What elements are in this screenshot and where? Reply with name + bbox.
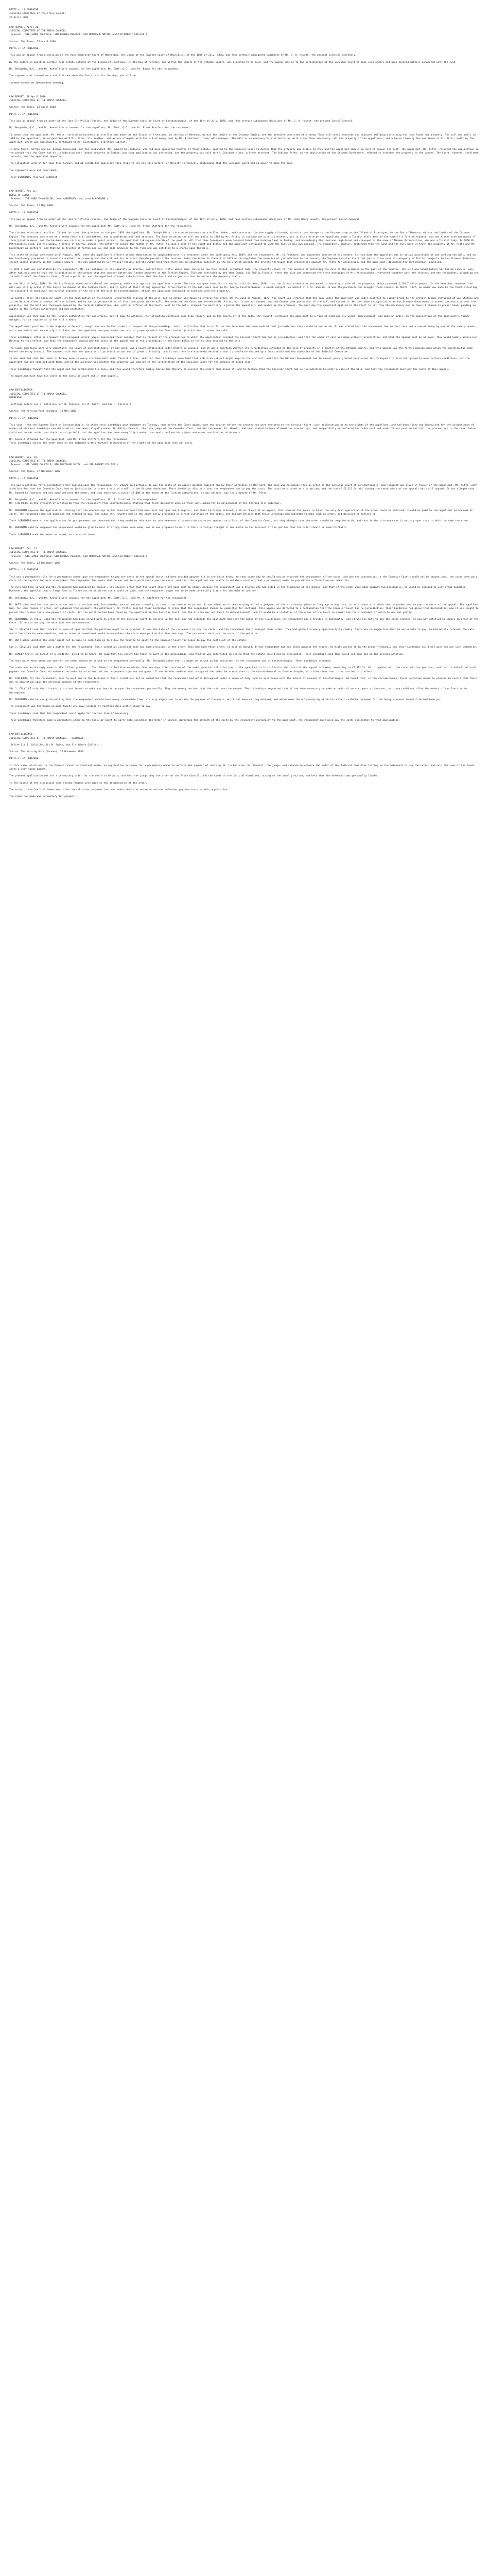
text-line: (Present - THE LORD CHANCELLOR, Lord HATHERLEY, and Lord BLACKBURN.)	[9, 197, 108, 200]
text-line: Their Lordships therefore made a peremptory order on the Consular Court to carry into execution the Order in Council directing the payment of the costs by the respondent personally to the appellant. The respondent must also pay the costs incidental to that application.	[9, 719, 400, 722]
text-line: The circumstances were peculiar. It and for some time previous to the year 1870 the appellant, Mr. Joseph Pitts, carried on business as a miller, baker, and contractor for the supply of bread, biscuits, and forage to the Ottoman army at the Island of Frontique, in the Sea of Marmora, within the limits of the Ottoman Empire. The premises consisted of a steam flour mill and bakery, and outbuildings and land adjacent. The land on which the mill was built in 1868 by Mr. Pitts, in conjunction with his brother, was in truth held by the appellant under a Turkish title deed in the name of a Turkish subject, and was fitted with machinery of their joint expense, and the business was carried on under a joint account, the appellant taking one-fourth of the profits. All that time foreigners were incapacitated from holding land in Turkey, and accordingly the land was registered and conveyed in the name of Madame Petrocochino, who was a Turkish lady. In 1868 Mr. Petrocochino died, and his widow, a native of Smyrna, agreed, the better to secure the rights of Mr. Pitts, to sign a deed of his right and title, and the appellant continued to work the mill on his own account. The respondent, however, contended that the land and the mill were in truth the property of Mr. Pitts and Mr. Eichstaedt as partners; and that he as trustee of Morton and Co. had made advances to the firm and was entitled to a charge upon the mill.	[9, 232, 477, 250]
text-line: By the orders in question certain real estate situate at the Island of Frontique, in the Bay of Moreton, and within the limits of the Ottoman Empire, was directed to be sold, and the appeal was as to the jurisdiction of the Consular Court to make such orders and upon kindred matters connected with the suit.	[9, 61, 457, 64]
text-line: Mr. Benjamin, Q.C., and Mr. Kennell were counsel for the appellant; Mr. Butt, Q.C., and Mr. Frank Stafford for the respondent.	[9, 225, 193, 228]
text-line: JUDICIAL COMMITTEE OF THE PRIVY COUNCIL.	[9, 99, 67, 103]
text-line: JUDICIAL COMMITTEE OF THE PRIVY COUNCIL.	[9, 460, 67, 463]
text-line: JUDICIAL COMMITTEE OF THE PRIVY COUNCIL.	[9, 393, 67, 396]
text-line: Source: The Times, 28 April 1880	[9, 106, 56, 109]
text-line: This state of things continued until August, 1872, when the appellant's affairs became embarrassed he compounded with his creditors under the bankruptcy Act, 1869, and the respondent, Mr. La Fontaine, was appointed trustee of his estate. At that date the appellant was in actual possession of and working the mill, and on his insolvency proceeded to ascertain whether the property and the mill and his interest therein passed to the trustee. Under the Order in Council of 1873 which regulated the exercise of jurisdiction in the Levant, the Supreme Consular Court had jurisdiction over all property of British subjects in the Ottoman dominions, except landed property in the Turkish Empire. This was admitted by Sir Philip Francis, but the Judge held that there was an equitable interest in the mill which passed. The trustee thereupon took proceedings against Mr. Pitts for possession, and the appellant, disputing the jurisdiction, appealed.	[9, 253, 479, 264]
text-line: The appellants' petition to Her Majesty in Council, sought various further orders in respect of the proceedings, and in particular that in so far as the decisions had been made without jurisdiction they should be set aside. It was stated that the respondent had in fact received a sum of money by way of the sale proceeds, which was sufficient to satisfy his claim, and the appellant now questioned the sale of property which the Court had no jurisdiction to order the sale.	[9, 326, 479, 332]
report-section	[9, 26, 480, 85]
text-line: The respondent was thereupon allowed twenty-one days instead of fourteen days within which to pay.	[9, 705, 152, 708]
document-header	[9, 8, 480, 20]
text-line: PITTS v. LA FONTAINE.	[9, 477, 40, 480]
text-line: The present application was for a peremptory order for the costs to be paid, and that the judge obey the order of the Privy Council, and the Lords of the Judicial Committee, acting on the usual practice, had held that the defendant was personally liable.	[9, 775, 378, 778]
text-line: Their Lordships, after an argument that occupied several days, expressed their opinion that in respect of the proceedings to which the application related the Consular Court had had no jurisdiction, and that the order of sale was made without jurisdiction, and that the appeal must be allowed. They would humbly advise Her Majesty to that effect, and that the respondent should pay the costs of the appeal and of the proceedings in the Court below so far as they related to the sale.	[9, 336, 479, 343]
text-line: This was an appeal from an order of the late Sir Philip Francis, the Judge of the Supreme Consular Court at Constantinople, of the 16th of July, 1876, and from certain subsequent decisions of Mr. John Henry Hewett, the present Consul-General.	[9, 218, 361, 221]
text-line: This was an appeal from an order of the late Sir Philip Francis, the Judge of the Supreme Consular Court at Constantinople, of the 16th of July, 1876, and from certain subsequent decisions of Mr. J. H. Hewett, the present Consul-General.	[9, 120, 354, 123]
text-line: The arguments of counsel were not finished when the Court rose for the day, and will be	[9, 75, 136, 78]
text-line: On the 16th of July, 1876, Sir Philip Francis directed a sale of the property, with costs against the appellant's wife. The suit was gone into, but it was not till October, 1876, that the formal authorities succeeded in securing a sale of the property, which produced 1,250 Turkish pounds. In the meantime, however, the mill was sold by order of the Consul on demand of the Turkish Court, and in spite of their strong opposition three-fourths of the mill were sold to Mr. George Constantinides, a Greek subject, on behalf of a Mr. Kassim. It was the purchaser had brought these claims. In March, 1877, an order was made by the Court directing the plaintiff to hand over the surplus proceeds of the sale of the mill to Constantinides, though the applicant continued to hold and work the property.	[9, 282, 479, 293]
text-line: JUDICIAL COMMITTEE OF THE PRIVY COUNCIL.	[9, 30, 67, 33]
text-line: LAW INTELLIGENCE.	[9, 389, 34, 392]
text-line: PITTS v. LA FONTAINE.	[9, 757, 40, 760]
text-line: The litigation went on for some time longer, and at length the appellant took steps to lay his case before Her Majesty in Council, contending that the Consular Court had no power to make the sale.	[9, 162, 294, 165]
case-title: PITTS v. LA FONTAINE	[9, 9, 39, 11]
text-line: Mr. LUMLEY SMITH, on behalf of a creditor, asked to be heard. He said that his client had taken no part in the proceedings, and that he was interested in seeing that the estate should not be dissipated. Their Lordships said they could not hear him on the present petition.	[9, 653, 405, 656]
text-line: (Present - SIR JAMES COLVILLE, SIR BARNES PEACOCK, SIR MONTAGUE SMITH, and SIR ROBERT COLLIER.)	[9, 33, 148, 37]
text-line: WEDNESDAY.	[9, 396, 24, 399]
text-line: The next point that arose was whether the order should be served on the respondent personally. Mr. Benjamin asked that it might be served on his solicitor, as the respondent was at Constantinople. Their Lordships assented.	[9, 659, 332, 663]
text-line: In this case, which was in the Consular Court at Constantinople, an application was made for a peremptory order to enforce the payment of costs by Mr. La Fontaine. Mr. Kennell, the judge, had refused to enforce the order of the Judicial Committee letting on the defendant to pay the costs, and said the sums of the taxed costs a very large amount.	[9, 764, 476, 771]
text-line: PITTS v. LA FONTAINE.	[9, 211, 40, 214]
text-line: LAW REPORT. April 26.	[9, 26, 40, 29]
text-line: The order now made was peremptory for payment.	[9, 795, 76, 799]
text-line: Source: The Times, 23 December 1880	[9, 562, 60, 565]
text-line: LAW REPORT. Dec. 22.	[9, 548, 39, 551]
text-line: This was a peremptory rule for a peremptory order upon the respondent to pay the costs of the appeal which had been decided against him in the Court below, to show cause why he should not be attached for non-payment of the costs, and why the proceedings in the Consular Court should not be stayed until the costs were paid. Costs of the application were also asked. The respondent had sworn that he was not in a position to pay the costs; and that the appellant was unable to obtain a receiver; and a peremptory order to pay within a fixed time was asked for.	[9, 575, 480, 582]
text-line: The Lords of the Judicial Committee, after consultation, ordered that the order should be enforced and the defendant pay the costs of this application.	[9, 788, 229, 791]
text-line: Mr. STAFFORD, for the respondent, said he must bow to the decision of their Lordships; but he submitted that the respondent had acted throughout under a sense of duty, and in accordance with the advice of counsel at Constantinople. He hoped that, in the circumstances, their Lordships would be pleased to record that there was no imputation upon the personal conduct of the respondent.	[9, 677, 479, 684]
text-line: Mr. Benjamin, Q.C., and Mr. Kennell were counsel for the appellant; Mr. F. Stafford for the respondent.	[9, 498, 159, 501]
text-line: It seems that the appellant, Mr. Pitts, carried on business as a miller and baker at the Island of Frontique, in the Sea of Marmora, within the limits of the Ottoman Empire, and the premises consisted of a steam flour mill and a separate and adjacent building containing ten hand looms and a bakery. The mill was built in 1868 by the appellant, in conjunction with Mr. Pitts, his brother, and as was alleged, with the aid of money lent by Mr. Eichstaedt, their mill manager. The mill is an ordinary Turkish building, with steam flour machinery, all the property of the appellants; and a house formerly the residence of Mr. Pitts, built by the appellant, which was subsequently mortgaged to Mr. Eichstaedt, a British subject.	[9, 133, 477, 144]
text-line: Sir J. COLVILLE said their Lordships were of opinion that the petition ought to be granted. It was the duty of the respondent to pay the costs, and the respondent had disobeyed their order. They had given him every opportunity to comply. There was no suggestion that he was unable to pay; he had merely refused. The rule would therefore be made absolute, and an order of commitment would issue unless the costs were paid within fourteen days. The respondent must pay the costs of the petition.	[9, 629, 476, 635]
text-line: Source: The Times, 17 November 1880	[9, 470, 60, 473]
text-line: Mr. BUTT asked whether the order might not be made in such form as to allow the trustee to apply to the Consular Court for leave to pay the costs out of the estate.	[9, 639, 248, 642]
text-line: Mr. Benjamin, Q.C., and Mr. Kennell were counsel for the appellant; Mr. Butt, Q.C., and Mr. Frank Stafford for the respondent.	[9, 127, 193, 130]
text-line: The appellant must have his costs in the Consular Court and in that appeal.	[9, 375, 118, 378]
text-line: Sir J. COLVILLE said their Lordships did not intend to make any imputation upon the respondent personally. They had merely decided that the order must be obeyed. Their Lordships regretted that it had been necessary to make an order of so stringent a character; but they could not allow the orders of the Court to be disregarded.	[9, 688, 468, 694]
report-section	[9, 733, 480, 799]
text-line: Two months later, the Consular Court, on the application of the trustee, ordered the closing of the mill, but no action was taken to enforce the order. On the 22nd of August, 1877, the Court was informed that the sale under the appellant was under contract to supply bread to the British troops stationed at San Stefano and to the British fleet at anchor off the island, and he had large quantities of flour and grain in the mill. The order of the Court was served on Mr. Pitts, but it was not obeyed, and the Consul took possession of the mill and closed it. He then made an application to the Ottoman Government to assert jurisdiction over the property, and the mill was thereupon opened by the Turkish authorities, who, with an officer of the Court, went to the mill, stopped the machinery, ejected the appellant, and sealed up the premises. The next day the appellant applied to the Court to set free the machinery and to have it placed in proper hands pending an appeal to the Turkish authorities and him protected.	[9, 297, 480, 311]
text-line: The order was accordingly made in the following terms: - That Edward La Fontaine do within fourteen days after service of the order upon his solicitor pay to the appellant or his solicitor the costs of the appeal as taxed, amounting to £2,312 5s. 6d., together with the costs of this petition, and that in default of such payment the Consular Court do enforce the order by attachment of the respondent's person and goods. It was further ordered that a copy of the order be transmitted to the Consul-General at Constantinople, with directions that it be carried into effect.	[9, 667, 477, 673]
text-line: LAW REPORT. Nov. 16.	[9, 456, 39, 459]
text-line: PITTS v. LA FONTAINE.	[9, 47, 40, 50]
text-line: The legal questions were very important. The Court of Constantinople, it was said, was a Court established under Orders in Council, and it was a question whether its jurisdiction extended to the sale of property in a country of the Ottoman Empire, and this appeal was the first occasion upon which the question had come before the Privy Council. The counsel said that the question of jurisdiction was one of great difficulty, and it was therefore extremely desirable that it should be decided by a Court which had the authority of the Judicial Committee.	[9, 347, 475, 353]
text-line: JUDICIAL COMMITTEE OF THE PRIVY COUNCIL. - SATURDAY.	[9, 737, 85, 740]
text-line: Mr. BENJAMIN said he supposed the respondent would be glad to hear it if any order were made, and he was prepared to wait if their Lordships thought it desirable in the interest of the parties that the order should be made forthwith.	[9, 527, 348, 530]
text-line: Their LORDSHIPS reserved judgment.	[9, 176, 59, 179]
text-line: Mr. BENJAMIN opposed the application, stating that the proceedings in the Consular Court had been most improper and irregular, and their Lordships ordered, with no chance of an appeal, that some of the money in hand, the only fund against which the order could be enforced, should be paid to the appellant on account of costs. The respondent had not paid and had refused to pay. The judge (Mr. Hewett) had in the court below proceeded in direct violation of the order, and did not believe that their Lordships had intended to make such an order, and declined to enforce it.	[9, 509, 475, 516]
text-line: Mr. BENJAMIN said he was quite willing that the respondent should have every reasonable time. His only object was to obtain the payment of the costs, which had been so long delayed, and which were the only means by which his client could be recouped for the heavy expenses to which he had been put.	[9, 699, 442, 702]
text-line: Mr. Kennell attended for the appellant, and Mr. Frank Stafford for the respondent.	[9, 438, 129, 441]
text-line: (Sittings before Sir J. Colville, Sir B. Peacock, Sir M. Smith, and Sir R. Collier.)	[9, 403, 132, 406]
report-section	[9, 388, 480, 445]
text-line: Mr. Benjamin, Q.C., and Mr. Kennell were counsel for the appellant; Mr. Butt, Q.C., and Mr. Bucke for the respondent.	[9, 67, 180, 71]
text-line: HOUSE OF LORDS.	[9, 194, 31, 197]
text-line: Their Lordships thought that the appellant had established his case, and they would therefore humbly advise Her Majesty to reverse the orders complained of, and to declare that the Consular Court had no jurisdiction to order a sale of the mill; and that the respondent must pay the costs of this appeal.	[9, 368, 450, 371]
text-line: PITTS v. LA FONTAINE.	[9, 113, 40, 116]
text-line: It was admitted that the lands in Turkey were in every instance held under Turkish titles, and that their Lordships were told that a British subject might acquire the usufruct, and that the Ottoman Government had in recent years granted permission for foreigners to hold real property upon certain conditions, but the appellant had not complied with them, and so the question was whether the property was subject to the jurisdiction of the Consular Court for the purpose of being sold.	[9, 358, 471, 364]
report-sections	[9, 26, 480, 809]
text-line: LAW REPORT. 28 April 1880	[9, 95, 46, 98]
text-line: PITTS v. LA FONTAINE.	[9, 417, 40, 420]
report-section	[9, 547, 480, 722]
text-line: In 1873 Mssrs. Morton and Co. became insolvent, and the respondent, Mr. Edward La Fontaine, who had been appointed trustee of their estate, applied to the Consular Court to decree that the property was liable to them and the appellant should be sold to answer the debt. The appellant, Mr. Pitts, resisted the application on the ground that the Court had no jurisdiction over landed property in Turkey, but that application was overruled, and the property was sold to Mr. Constantinides, a Greek merchant. The Sublime Porte, on the application of the Ottoman Government, refused to transfer the property to the vendee. The Court, however, confirmed the sale, and the appellant appealed.	[9, 148, 480, 159]
text-line: This was a petition for a peremptory order calling upon the respondent, Mr. Edward La Fontaine, to pay the costs of an appeal decided against him by their Lordships in May last. The case was an appeal from an order of the Consular Court at Constantinople, and judgment was given in favour of the appellant, Mr. Pitts, with a declaration that the Consular Court had no jurisdiction to order a sale of a mill in the Ottoman dominions. Their Lordships also held that the respondent was to pay the costs. The costs were taxed at a large sum, and the sum of £2,312 5s. 6d. (being the taxed costs of the appeal) was still unpaid. It was alleged that Mr. Edward La Fontaine had not complied with the order, and that there was a sum of £7,000 in the hands of the Turkish authorities, it was alleged, was the property of Mr. Pitts.	[9, 484, 479, 495]
judgment-date: 26 April 1880	[9, 16, 28, 19]
text-line: In the course of the discussion some strong remarks were made on the disobedience of the order.	[9, 782, 148, 785]
text-line: Sir J. COLVILLE said that was a matter for the respondent. Their Lordships could not make any such provision in the order. They had made their order; it must be obeyed. If the respondent had any claim against the estate, he might pursue it in the proper tribunal, but their Lordships could not give him any such indemnity.	[9, 646, 477, 649]
text-line: Application was then made to the Turkish authorities for assistance, but it came to nothing. The litigation continued some time longer, and in the course of it the Judge (Mr. Hewett) sentenced the appellant to a fine of £150 and six weeks' imprisonment, and made an order, on the application of the appellant's former manager, for an inquiry as to the mill's debts.	[9, 315, 471, 322]
text-line: This case, from the Supreme Court of Constantinople, in which their Lordships gave judgment on Tuesday, came before the Court again, upon the minutes before the proceedings were remitted to the Consular Court, with declarations as to the rights of the appellant, and had been fixed and improvised for the disobedience of orders which their Lordships now declared to have been illegally made. Sir Philip Francis, the late judge of the Consular Court, and his successor, Mr. Hewett, had been stated to have allowed the proceedings, and respectfully he declared the order null and void. It was pointed out that the proceedings in the court below could not be set aside, and their Lordships held that the appellant had been wrongfully treated, and would declare his rights and order restitution, with costs.	[9, 424, 477, 434]
text-line: PITTS v. LA FONTAINE.	[9, 569, 40, 572]
court-name: Judicial Committee of the Privy Council	[9, 12, 66, 15]
text-line: resumed to-morrow (Wednesday) morning.	[9, 81, 65, 84]
text-line: This was an appeal from a decision of the Vice-Admiralty Court of Mauritius, the Judge of the Supreme Court of Mauritius, of the 18th of July, 1876, and from certain subsequent judgments of Mr. J. H. Hewett, the present Colonial Secretary.	[9, 54, 357, 57]
report-section	[9, 456, 480, 537]
text-line: The arguments were not concluded.	[9, 169, 58, 172]
text-line: The rule had been served and the respondent had appeared by counsel. His counsel urged that the Court should not make such an order, because the respondent was a trustee who had acted in the discharge of his duties, and that if the order were made against him personally, he would be exposed to very great hardship. Moreover, the appellant had a large fund in Turkey out of which the costs could be paid, and the respondent ought not to be made personally liable for the debt of another.	[9, 586, 468, 593]
text-line: In 1874 a suit was instituted by the respondent, Mr. La Fontaine, in his capacity as trustee, against Mrs. Pitts, whose name, being in law then vested, a Turkish lady, the property stood, for the purpose of enforcing the sale of the premises on the part of the trustee. The suit was heard before Sir Philip Francis, who, after making a decree that the jurisdiction on the ground that the subject matter was landed property in the Turkish Empire. This was overruled by the then Judge, Sir Philip Francis. After the suit was commenced the fresh mortgages of Mr. Petrocochino intervened together with the trustee, and the respondent, disputing the jurisdiction of the Consular Court, filed a petition, and the appellant claimed a declaration that the Court had no jurisdiction to declare the property liable.	[9, 268, 480, 279]
text-line: (Present - SIR JAMES COLVILLE, SIR BARNES PEACOCK, SIR MONTAGUE SMITH, and SIR ROBERT COLLIER.)	[9, 555, 148, 558]
text-line: Their Lordships varied the order made on the judgment with a further declaration of the rights of the appellant with all costs.	[9, 442, 194, 445]
report-section	[9, 95, 480, 179]
text-line: Mr. Benjamin, Q.C., and Mr. Kennell were counsel for the appellant; Mr. Butt, Q.C., and Mr. F. Stafford for the respondent.	[9, 597, 188, 600]
text-line: Source: The Times, 12 May 1880	[9, 205, 53, 208]
text-line: Their LORDSHIPS made the order as asked, on the usual terms.	[9, 533, 97, 536]
text-line: Mr. STAFFORD, on the strength of a telegram from the respondent from Constantinople, stating that fresh documents were on their way, asked for an adjournment of the hearing till Saturday.	[9, 502, 281, 505]
text-line: Source: The Morning Post (London), 22 November 1880	[9, 751, 83, 754]
text-line: Their Lordships said that the respondent could apply for further time if necessary.	[9, 712, 130, 715]
text-line: Their LORDSHIPS were at the application for postponement and observed that they would be reluctant to take measures of a coercive character against an officer of the Consular Court, but they thought that the order should be complied with, and that in the circumstances it was a proper case in which to make the order.	[9, 520, 470, 523]
text-line: (Before Sir J. Colville, Sir M. Smith, and Sir Robert Collier.)	[9, 743, 101, 747]
text-line: LAW REPORT. May 12.	[9, 190, 37, 193]
text-line: JUDICIAL COMMITTEE OF THE PRIVY COUNCIL.	[9, 551, 67, 554]
text-line: Mr. BUTT submitted that the petition was one of a curious and, fortunately, unusual nature - namely, to commit the trustee to prison. It was directed to the carrying out of a judgment of their Lordships given as long ago as May last, in accordance with which the respondent was to pay the costs of the appeal. The appellant had, for some reason or other, not obtained that payment. The petitioner, Mr. Pitts, desired their Lordships to order that the respondent should be committed for contempt. This appeal was directed to a declaration that the Consular Court had no jurisdiction; their Lordships had given that declaration; now it was sought to punish the trustee for a non-payment of costs. But the petition had been found by the appellant in the Consular Court, and the trustee was not there to defend himself, and it would be a violation of the order of the Court to commit him for a contempt of which he was not guilty.	[9, 603, 480, 614]
text-line: (Present - SIR JAMES COLVILLE, SIR MONTAGUE SMITH, and SIR ROBERT COLLIER.)	[9, 464, 118, 467]
text-line: Source: The Morning Post (London), 13 May 1880	[9, 410, 76, 413]
text-line: LAW INTELLIGENCE.	[9, 733, 34, 736]
text-line: Mr. BENJAMIN, in reply, said the respondent had been served with an order of the Consular Court to deliver up the mill and had refused; the appellant had lost the means of his livelihood. The respondent was a trustee in bankruptcy, and it was his duty to pay the costs ordered. He was not entitled to ignore an order of the Court. If he did not pay, he must take the consequences.	[9, 618, 480, 625]
report-section	[9, 190, 480, 378]
text-line: Source: The Times, 27 April 1880	[9, 40, 56, 43]
